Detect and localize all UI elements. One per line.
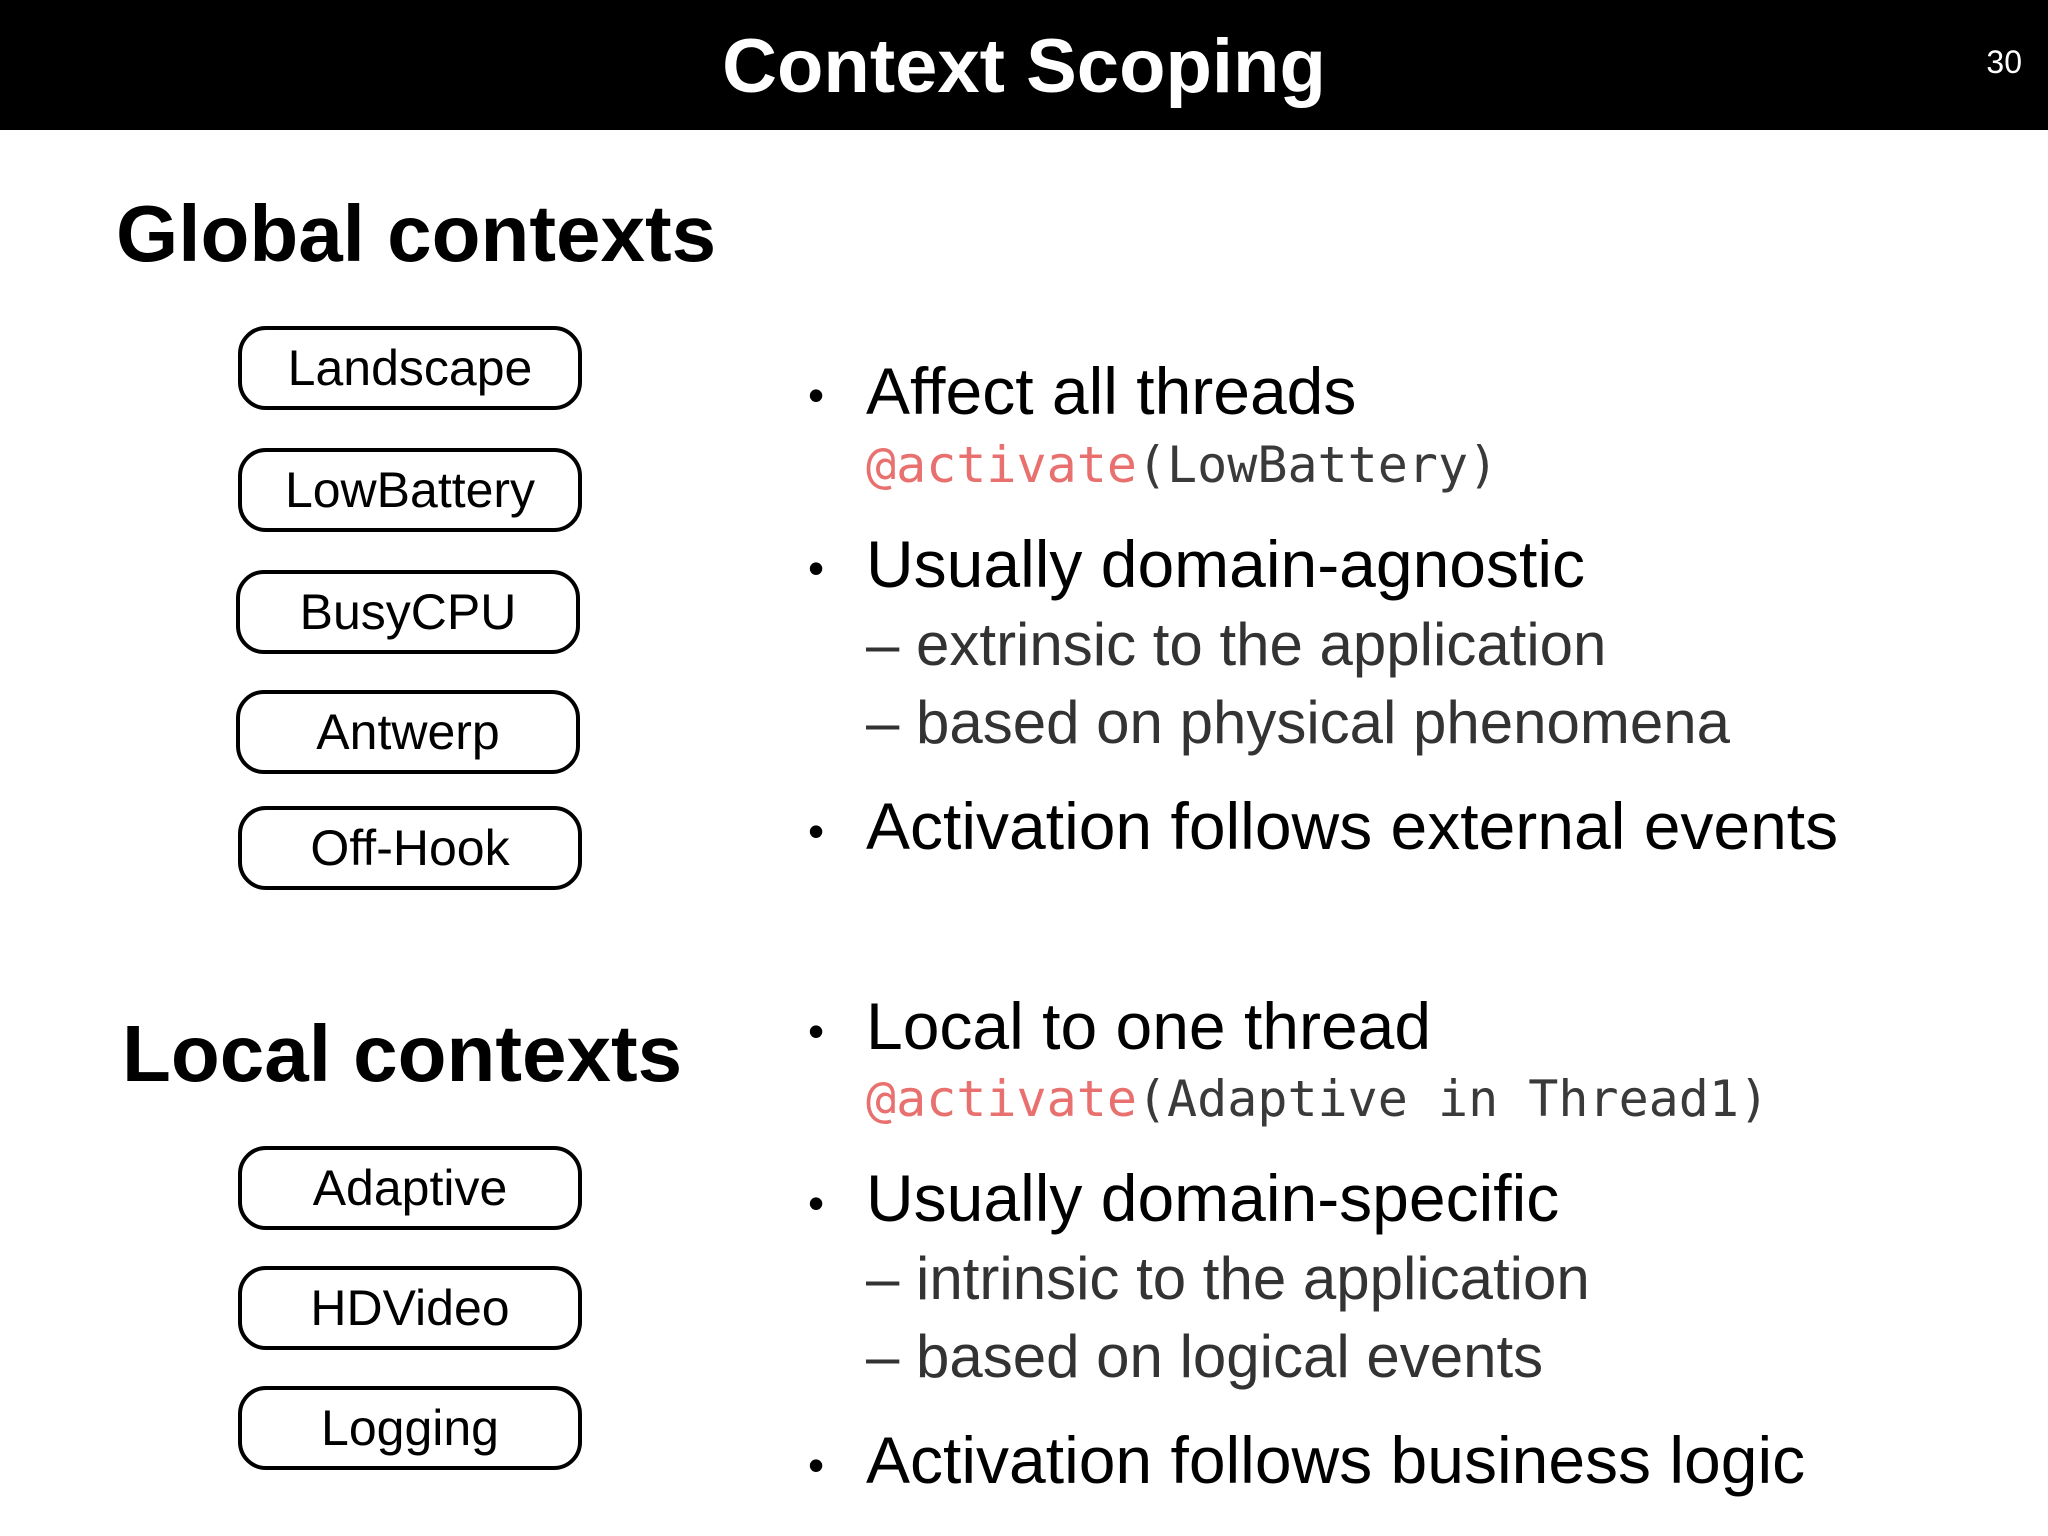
bullet-external-events: Activation follows external events [866, 789, 1839, 863]
bullet-dot: • [808, 1177, 825, 1229]
code-keyword: @activate [866, 1070, 1137, 1128]
subpoint-logical: – based on logical events [866, 1323, 1544, 1390]
bullet-dot: • [808, 1439, 825, 1491]
bullet-local-one-thread: Local to one thread [866, 989, 1432, 1063]
bullet-dot: • [808, 542, 825, 594]
page-number: 30 [1986, 44, 2022, 80]
subpoint-intrinsic: – intrinsic to the application [866, 1245, 1590, 1312]
bullet-dot: • [808, 805, 825, 857]
code-activate-adaptive [866, 1072, 1769, 1127]
bullet-affect-all-threads: Affect all threads [866, 354, 1357, 428]
context-pill-busycpu: BusyCPU [236, 570, 580, 654]
code-activate-lowbattery [866, 438, 1498, 493]
context-pill-off-hook: Off-Hook [238, 806, 582, 890]
bullet-business-logic: Activation follows business logic [866, 1423, 1806, 1497]
bullet-dot: • [808, 369, 825, 421]
context-pill-antwerp: Antwerp [236, 690, 580, 774]
slide-title: Context Scoping [722, 24, 1326, 109]
local-contexts-heading: Local contexts [122, 1009, 683, 1098]
subpoint-extrinsic: – extrinsic to the application [866, 611, 1607, 678]
code-keyword: @activate [866, 436, 1137, 494]
context-pill-logging: Logging [238, 1386, 582, 1470]
context-pill-landscape: Landscape [238, 326, 582, 410]
bullet-domain-agnostic: Usually domain-agnostic [866, 527, 1586, 601]
bullet-dot: • [808, 1005, 825, 1057]
context-pill-lowbattery: LowBattery [238, 448, 582, 532]
context-pill-hdvideo: HDVideo [238, 1266, 582, 1350]
code-args: (Adaptive in Thread1) [1136, 1070, 1770, 1128]
global-contexts-heading: Global contexts [116, 189, 717, 278]
code-args: (LowBattery) [1136, 436, 1499, 494]
bullet-domain-specific: Usually domain-specific [866, 1161, 1560, 1235]
subpoint-physical: – based on physical phenomena [866, 689, 1730, 756]
context-pill-adaptive: Adaptive [238, 1146, 582, 1230]
